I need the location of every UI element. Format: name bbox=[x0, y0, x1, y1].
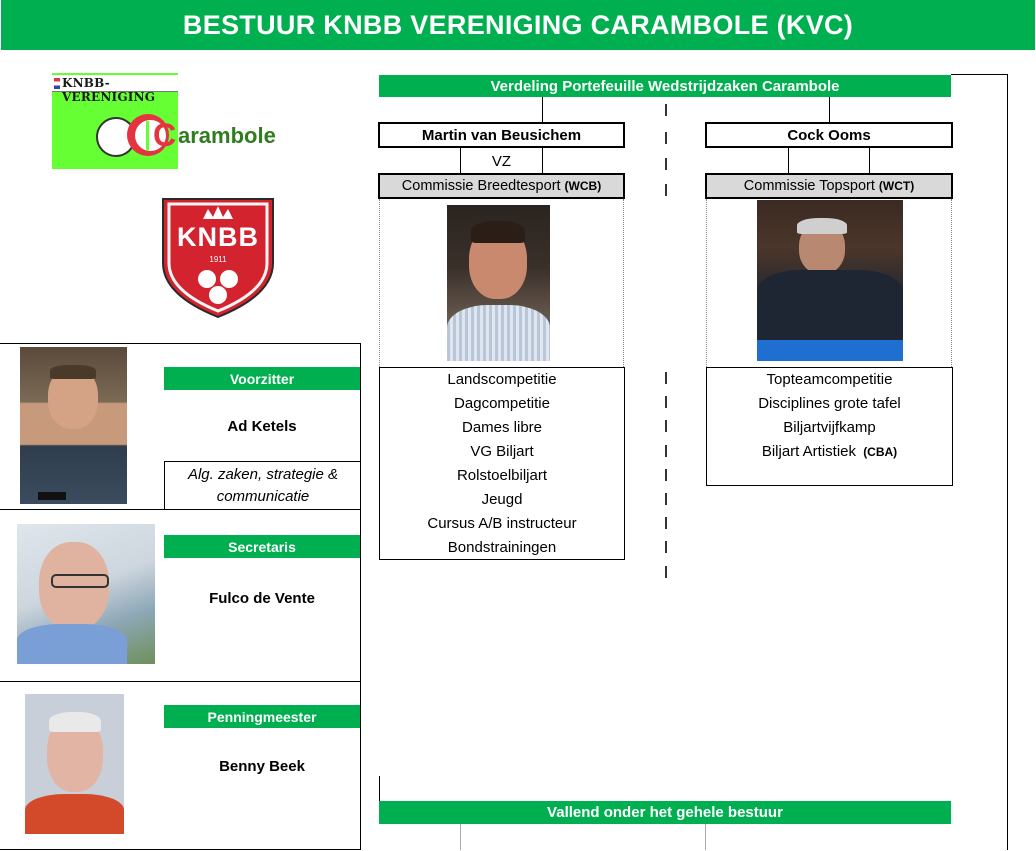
item-right-1: Disciplines grote tafel bbox=[758, 395, 901, 412]
item-right-2: Biljartvijfkamp bbox=[783, 419, 876, 436]
item-left-2: Dames libre bbox=[461, 419, 543, 436]
photo-cock bbox=[757, 200, 903, 361]
item-left-7: Bondstrainingen bbox=[447, 539, 557, 556]
name-secretaris: Fulco de Vente bbox=[209, 589, 315, 607]
item-left-5: Jeugd bbox=[481, 491, 523, 508]
page-title: BESTUUR KNBB VERENIGING CARAMBOLE (KVC) bbox=[1, 0, 1035, 50]
name-voorzitter: Ad Ketels bbox=[227, 417, 297, 435]
item-left-0: Landscompetitie bbox=[447, 371, 557, 388]
photo-secretaris bbox=[17, 524, 155, 664]
photo-penningmeester bbox=[25, 694, 124, 834]
item-left-4: Rolstoelbiljart bbox=[456, 467, 548, 484]
item-right-3: Biljart Artistiek bbox=[761, 443, 857, 460]
commission-left-label: Commissie Breedtesport bbox=[401, 178, 561, 194]
voorzitter-portfolio: Alg. zaken, strategie & communicatie bbox=[187, 466, 339, 505]
logo-c-letter: C bbox=[153, 117, 177, 153]
commission-right bbox=[705, 173, 953, 199]
commission-left bbox=[378, 173, 625, 199]
photo-voorzitter bbox=[20, 347, 127, 504]
item-left-1: Dagcompetitie bbox=[454, 395, 550, 412]
logo-banner-text: KNBB-VERENIGING bbox=[62, 76, 156, 104]
name-penningmeester: Benny Beek bbox=[219, 757, 305, 775]
items-left-list bbox=[379, 367, 625, 560]
knbb-shield-logo bbox=[155, 193, 281, 321]
commission-right-label: Commissie Topsport bbox=[743, 178, 875, 194]
person-left: Martin van Beusichem bbox=[378, 122, 625, 148]
item-left-6: Cursus A/B instructeur bbox=[427, 515, 577, 532]
photo-martin bbox=[447, 205, 550, 361]
role-penningmeester: Penningmeester bbox=[164, 705, 360, 728]
item-right-3-code: (CBA) bbox=[863, 445, 898, 459]
person-right: Cock Ooms bbox=[705, 122, 953, 148]
person-left-note: VZ bbox=[491, 152, 512, 170]
role-secretaris: Secretaris bbox=[164, 535, 360, 558]
item-left-3: VG Biljart bbox=[470, 443, 534, 460]
portfolio-footer: Vallend onder het gehele bestuur bbox=[379, 801, 951, 824]
item-right-3-row bbox=[707, 440, 952, 464]
voorzitter-portfolio-box bbox=[164, 461, 361, 510]
knbb-shield-text: KNBB bbox=[177, 222, 259, 252]
commission-right-code: (WCT) bbox=[878, 179, 915, 193]
items-right-list bbox=[706, 367, 953, 486]
item-right-0: Topteamcompetitie bbox=[766, 371, 893, 388]
portfolio-header: Verdeling Portefeuille Wedstrijdzaken Carambole bbox=[379, 75, 951, 97]
carambole-logo bbox=[52, 73, 178, 169]
commission-left-code: (WCB) bbox=[564, 179, 602, 193]
role-voorzitter: Voorzitter bbox=[164, 367, 360, 390]
knbb-shield-year: 1911 bbox=[209, 255, 227, 264]
logo-name-text: arambole bbox=[178, 123, 276, 148]
